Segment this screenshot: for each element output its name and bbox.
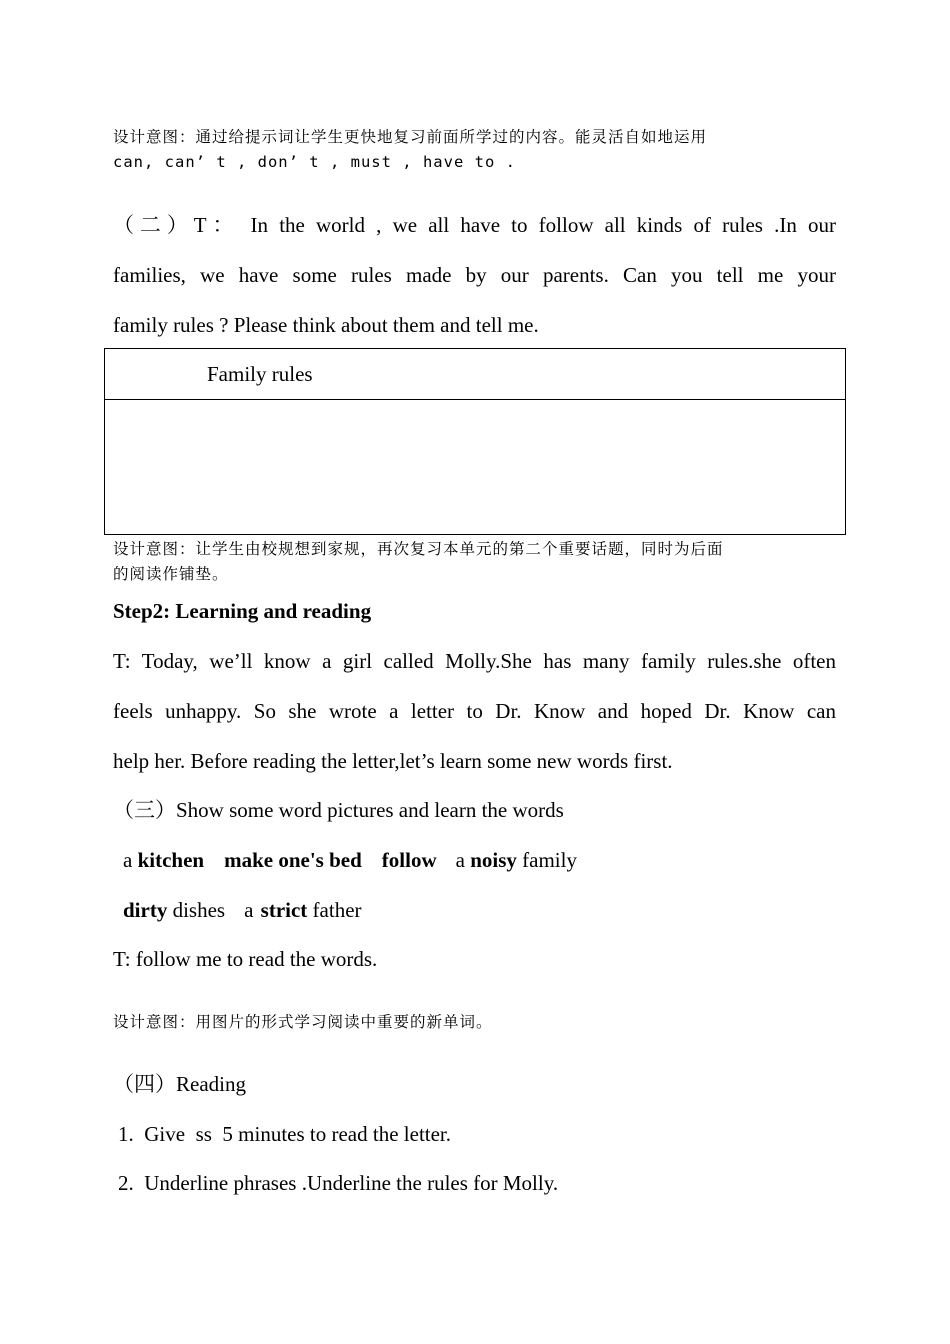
section-2-line-2: families, we have some rules made by our parents. Can you tell me your xyxy=(113,263,836,287)
note-2-line-1: 设计意图：让学生由校规想到家规，再次复习本单元的第二个重要话题，同时为后面 xyxy=(113,540,724,558)
vocab-kitchen: kitchen xyxy=(137,848,205,872)
section-2-line-3: family rules ? Please think about them and tell me. xyxy=(113,313,539,337)
family-rules-body xyxy=(105,400,846,535)
step-2-line-3: help her. Before reading the letter,let’s learn some new words first. xyxy=(113,749,673,773)
step-2-line-2: feels unhappy. So she wrote a letter to Dr. Know and hoped Dr. Know can xyxy=(113,699,836,723)
design-intent-note-2 xyxy=(113,537,838,587)
vocab-make-ones-bed: make one's bed xyxy=(224,848,362,872)
note-3-line-1: 设计意图：用图片的形式学习阅读中重要的新单词。 xyxy=(113,1013,493,1031)
vocab-strict: strict xyxy=(260,898,308,922)
vocab-father: father xyxy=(307,898,362,922)
note-2-line-2: 的阅读作铺垫。 xyxy=(113,565,229,583)
vocab-dishes: dishes xyxy=(167,898,226,922)
vocab-row-1 xyxy=(123,845,577,875)
vocab-dirty: dirty xyxy=(123,898,168,922)
step-2-paragraph xyxy=(113,636,836,786)
step-2-heading: Step2: Learning and reading xyxy=(113,599,372,623)
vocab-noisy: noisy xyxy=(470,848,517,872)
step-2-line-1: T: Today, we’ll know a girl called Molly.She has many family rules.she often xyxy=(113,649,836,673)
section-4-title: （四）Reading xyxy=(113,1072,246,1096)
vocab-article-1: a xyxy=(123,848,138,872)
design-intent-note-1 xyxy=(113,125,838,175)
reading-step-1: 1. Give ss 5 minutes to read the letter. xyxy=(118,1122,452,1146)
note-1-line-2: can, can’ t , don’ t , must , have to . xyxy=(113,153,516,171)
section-3-title: （三）Show some word pictures and learn the words xyxy=(113,798,564,822)
vocab-family: family xyxy=(516,848,577,872)
family-rules-header: Family rules xyxy=(105,349,846,400)
family-rules-table xyxy=(104,348,846,535)
vocab-article-3: a xyxy=(244,898,259,922)
vocab-article-2: a xyxy=(455,848,471,872)
design-intent-note-3 xyxy=(113,1010,838,1035)
follow-me-line: T: follow me to read the words. xyxy=(113,947,378,971)
vocab-follow: follow xyxy=(381,848,437,872)
vocab-row-2 xyxy=(123,895,362,925)
reading-step-2: 2. Underline phrases .Underline the rules for Molly. xyxy=(118,1171,559,1195)
section-2-paragraph xyxy=(113,200,836,350)
section-2-line-1: （二）T： In the world , we all have to follow all kinds of rules .In our xyxy=(113,213,836,237)
note-1-line-1: 设计意图：通过给提示词让学生更快地复习前面所学过的内容。能灵活自如地运用 xyxy=(113,128,708,146)
